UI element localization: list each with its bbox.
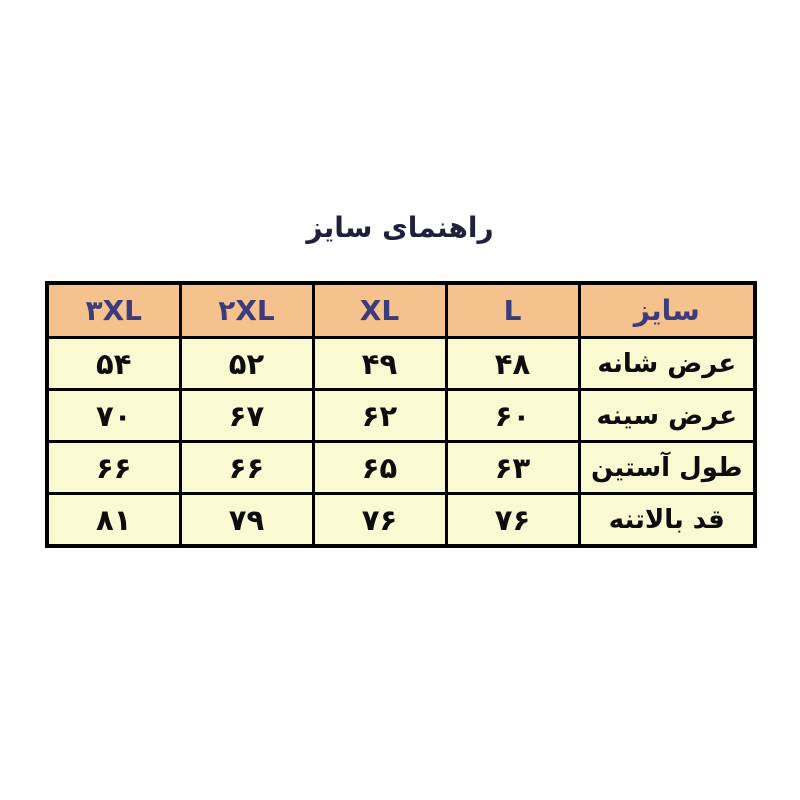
value-cell-2xl: ۷۹: [180, 494, 313, 547]
value-cell-3xl: ۶۶: [47, 442, 180, 494]
table-row-torso-length: [47, 494, 755, 547]
page-title: راهنمای سایز: [306, 211, 494, 244]
value-cell-xl: ۷۶: [313, 494, 446, 547]
header-cell-3xl: ۳XL: [47, 283, 180, 338]
header-cell-l: L: [446, 283, 579, 338]
value-cell-l: ۶۰: [446, 390, 579, 442]
header-cell-xl: XL: [313, 283, 446, 338]
value-cell-xl: ۶۲: [313, 390, 446, 442]
value-cell-xl: ۴۹: [313, 338, 446, 390]
value-cell-3xl: ۸۱: [47, 494, 180, 547]
header-cell-2xl: ۲XL: [180, 283, 313, 338]
row-label-cell: عرض شانه: [579, 338, 755, 390]
value-cell-3xl: ۵۴: [47, 338, 180, 390]
value-cell-l: ۷۶: [446, 494, 579, 547]
row-label-cell: قد بالاتنه: [579, 494, 755, 547]
value-cell-l: ۴۸: [446, 338, 579, 390]
table-row-shoulder-width: [47, 338, 755, 390]
table-row-chest-width: [47, 390, 755, 442]
table-row-sleeve-length: [47, 442, 755, 494]
value-cell-2xl: ۶۷: [180, 390, 313, 442]
value-cell-2xl: ۵۲: [180, 338, 313, 390]
size-table: [45, 281, 757, 548]
value-cell-3xl: ۷۰: [47, 390, 180, 442]
table-header-row: [47, 283, 755, 338]
row-label-cell: عرض سینه: [579, 390, 755, 442]
value-cell-xl: ۶۵: [313, 442, 446, 494]
value-cell-2xl: ۶۶: [180, 442, 313, 494]
header-cell-size-label: سایز: [579, 283, 755, 338]
row-label-cell: طول آستین: [579, 442, 755, 494]
value-cell-l: ۶۳: [446, 442, 579, 494]
